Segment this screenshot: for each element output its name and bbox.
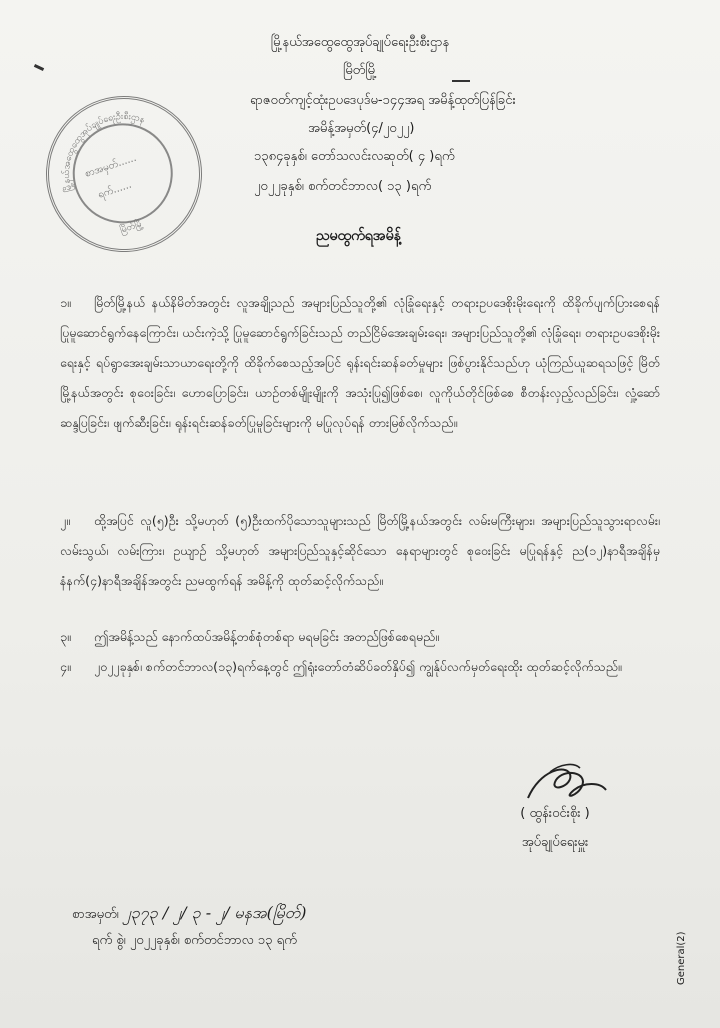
reference-label: စာအမှတ်၊ [72,907,119,922]
header-org: မြို့နယ်အထွေထွေအုပ်ချုပ်ရေးဦးစီးဌာန [270,35,450,50]
side-mark: General(2) [676,931,687,985]
seal-line-1: စာအမှတ်...... [83,152,138,180]
header-township: မြိတ်မြို့ [343,63,377,78]
header-date-myanmar: ၁၃၈၄ခုနှစ်၊ တော်သလင်းလဆုတ်( ၄ )ရက် [254,149,455,164]
seal-bottom-text: မြိတ်မြို့ [118,218,145,236]
signature-scribble [470,760,650,810]
header-order-no: အမိန့်အမှတ်(၄/၂၀၂၂) [308,121,415,136]
paragraph-number: ၄။ [60,659,71,674]
page-title: ညမထွက်ရအမိန့် [316,228,401,244]
paragraph-3 [60,622,660,652]
seal-line-2: ရက်...... [96,179,133,201]
paragraph-2 [60,506,660,596]
header-date-gregorian: ၂၀၂၂ခုနှစ်၊ စက်တင်ဘာလ( ၁၃ )ရက် [254,179,432,194]
header-law-line: ရာဇဝတ်ကျင့်ထုံးဥပဒေပုဒ်မ-၁၄၄အရ အမိန့်ထုတ်ပြန်ခြင်း [250,93,516,108]
official-seal [26,76,223,273]
paragraph-text: ထို့အပြင် လူ(၅)ဦး သို့မဟုတ် (၅)ဦးထက်ပိုသောသူများသည် မြိတ်မြို့နယ်အတွင်း လမ်းမကြီးများ၊ အများပြည်သူသွားရာလမ်း၊ လမ်းသွယ်၊ လမ်းကြား၊ ဥယျာဉ် သို့မဟုတ် အများပြည်သူနှင့်ဆိုင်သော နေရာများတွင် စုဝေးခြင်း မပြုရန်နှင့် ည(၁၂)နာရီအချိန်မှ နံနက်(၄)နာရီအချိန်အတွင်း ညမထွက်ရန် အမိန့်ကို ထုတ်ဆင့်လိုက်သည်။ [60,513,660,588]
paragraph-number: ၃။ [60,629,71,644]
footer-date [92,932,297,951]
paragraph-number: ၂။ [60,513,70,528]
paragraph-1 [60,288,660,438]
paragraph-text: ဤအမိန့်သည် နောက်ထပ်အမိန့်တစ်စုံတစ်ရာ မရမခြင်း အတည်ဖြစ်စေရမည်။ [94,629,439,644]
signatory-name: ( ထွန်းဝင်းစိုး ) [520,806,590,821]
paragraph-text: မြိတ်မြို့နယ် နယ်နိမိတ်အတွင်း လူအချို့သည် အများပြည်သူတို့၏ လုံခြုံရေးနှင့် တရားဥပဒေစိုးမိုးရေးကို ထိခိုက်ပျက်ပြားစေရန် ပြုမူဆောင်ရွက်နေကြောင်း၊ ယင်းကဲ့သို့ ပြုမူဆောင်ရွက်ခြင်းသည် တည်ငြိမ်အေးချမ်းရေး၊ အများပြည်သူတို့၏ လုံခြုံရေး၊ တရားဥပဒေစိုးမိုးရေးနှင့် ရပ်ရွာအေးချမ်းသာယာရေးတို့ကို ထိခိုက်စေသည့်အပြင် ရုန်းရင်းဆန်ခတ်မှုများ ဖြစ်ပွားနိုင်သည်ဟု ယုံကြည်ယူဆရသဖြင့် မြိတ်မြို့နယ်အတွင်း စုဝေးခြင်း၊ ဟောပြောခြင်း၊ ယာဉ်တစ်မျိုးမျိုးကို အသုံးပြု၍ဖြစ်စေ၊ လူကိုယ်တိုင်ဖြစ်စေ စီတန်းလှည့်လည်ခြင်း၊ လှုံ့ဆော်ဆန္ဒပြခြင်း၊ ဖျက်ဆီးခြင်း၊ ရုန်းရင်းဆန်ခတ်ပြုမူခြင်းများကို မပြုလုပ်ရန် တားမြစ်လိုက်သည်။ [60,295,660,430]
seal-ring-text: မြို့နယ်အထွေထွေအုပ်ချုပ်ရေးဦးစီးဌာန [61,111,146,193]
signatory-title: အုပ်ချုပ်ရေးမှူး [521,835,589,850]
footer-reference [72,902,307,926]
paragraph-number: ၁။ [60,295,71,310]
paragraph-4 [60,652,660,682]
paragraph-text: ၂၀၂၂ခုနှစ်၊ စက်တင်ဘာလ(၁၃)ရက်နေ့တွင် ဤရုံးတော်တံဆိပ်ခတ်နှိပ်၍ ကျွန်ုပ်လက်မှတ်ရေးထိုး ထုတ်ဆင့်လိုက်သည်။ [94,659,622,674]
footer-date-value: စွဲ၊ ၂၀၂၂ခုနှစ်၊ စက်တင်ဘာလ ၁၃ ရက် [116,933,297,948]
footer-date-label: ရက် [92,933,113,948]
reference-value: ၂၃၇၃ / ၂/ ၃ - ၂/ မနအ(မြိတ်) [122,903,307,922]
